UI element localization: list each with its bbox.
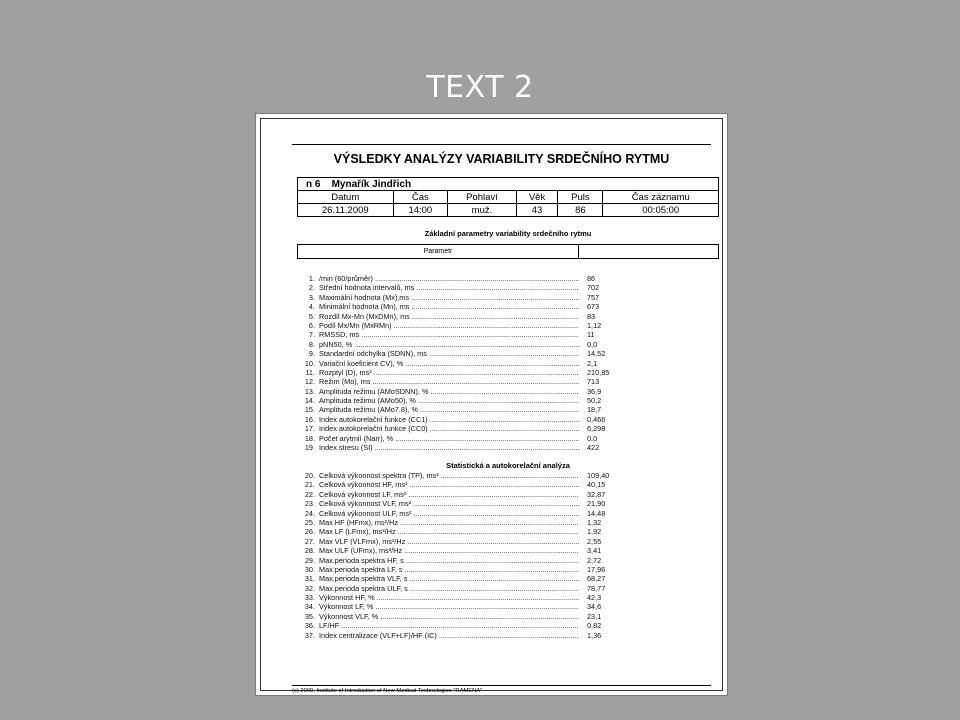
parameter-label: Max.perioda spektra VLF, s ..... (319, 574, 579, 583)
parameter-label: pNN50, % ..... (319, 340, 579, 349)
parameter-value: 1,12 (587, 320, 602, 330)
parameter-value: 83 (587, 311, 596, 321)
copyright-footer: (c) 2009, Institute of Introduction of New Medical Technologies "RAMENA" (292, 688, 483, 694)
parameter-label: Výkonnost LF, % ..... (319, 602, 579, 611)
parameter-value: 36,9 (587, 386, 602, 396)
info-value-row (298, 204, 719, 217)
parameter-value: 1,36 (587, 630, 602, 640)
parameter-label: Celková výkonnost HF, ms² ..... (319, 480, 579, 489)
parameter-number: 22. (304, 489, 315, 499)
info-value: 43 (516, 204, 557, 217)
parameter-value: 42,3 (587, 593, 602, 603)
parameter-value: 2,72 (587, 555, 602, 565)
parameter-number: 21. (304, 480, 315, 490)
slide-title: TEXT 2 (426, 70, 534, 105)
parameter-label: Amplituda režimu (AMo7.8), % ..... (319, 405, 579, 414)
parameter-label: Výkonnost VLF, % ..... (319, 612, 579, 621)
parameter-label: Max HF (HFmx), ms²/Hz ..... (319, 518, 579, 527)
parameter-label: Index stresu (SI) ..... (319, 443, 579, 452)
parameter-label: Standardní odchylka (SDNN), ms ..... (319, 349, 579, 358)
parameter-value: 210,85 (587, 367, 610, 377)
parameter-number: 14. (304, 396, 315, 406)
parameter-label: Maximální hodnota (Mx),ms ..... (319, 293, 579, 302)
parameter-label: Výkonnost HF, % ..... (319, 593, 579, 602)
parameter-number: 24. (304, 508, 315, 518)
parameter-number: 1. (308, 274, 315, 283)
parameter-number: 5. (308, 311, 315, 321)
patient-row (298, 178, 719, 191)
parameter-label: Celková výkonnost spektra (TP), ms² ..... (319, 471, 579, 480)
info-header: Pohlaví (448, 191, 517, 204)
parameter-value: 702 (587, 283, 600, 293)
parameter-label: Podíl Mx/Mn (MxRMn) ..... (319, 321, 579, 330)
parameter-value: 21,90 (587, 499, 606, 509)
parameter-number: 29. (304, 555, 315, 565)
parameter-label: Max VLF (VLFmx), ms²/Hz ..... (319, 537, 579, 546)
info-value: 86 (558, 204, 603, 217)
parameter-value: 1,92 (587, 527, 602, 537)
parameter-label: Rozdíl Mx-Mn (MxDMn), ms ..... (319, 312, 579, 321)
parameter-number: 12. (304, 377, 315, 387)
parameter-value: 2,55 (587, 536, 602, 546)
info-header: Datum (298, 191, 394, 204)
parameter-value: 3,41 (587, 546, 602, 556)
parameter-number: 27. (304, 536, 315, 546)
info-header: Čas (393, 191, 448, 204)
parameter-number: 35. (304, 611, 315, 621)
parameter-number: 7. (308, 330, 315, 340)
info-header: Věk (516, 191, 557, 204)
parameter-value: 34,6 (587, 602, 602, 612)
parameter-number: 16. (304, 414, 315, 424)
parameter-number: 9. (308, 349, 315, 359)
parameter-number: 36. (304, 621, 315, 631)
info-value: 26.11.2009 (298, 204, 394, 217)
parameter-number: 10. (304, 358, 315, 368)
parameter-value: 50,2 (587, 396, 602, 406)
bottom-rule (292, 685, 711, 686)
parameter-number: 23. (304, 499, 315, 509)
parameter-value: 673 (587, 302, 600, 312)
report-frame (260, 118, 723, 694)
parameter-number: 8. (308, 339, 315, 349)
parameter-value: 422 (587, 443, 600, 453)
top-rule (292, 144, 711, 145)
parameter-header-box (297, 244, 719, 259)
parameter-number: 4. (308, 302, 315, 312)
parameter-value: 2,1 (587, 358, 598, 368)
parameter-value: 713 (587, 377, 600, 387)
parameter-value: 14,52 (587, 349, 606, 359)
info-value: 00:05:00 (603, 204, 719, 217)
parameter-value: 1,32 (587, 517, 602, 527)
parameter-label: Počet arytmií (Narr), % ..... (319, 434, 579, 443)
parameter-number: 33. (304, 593, 315, 603)
parameter-label: Celková výkonnost VLF, ms² ..... (319, 499, 579, 508)
parameter-number: 32. (304, 583, 315, 593)
parameter-number: 6. (308, 320, 315, 330)
parameter-value: 6,298 (587, 424, 606, 434)
parameter-number: 26. (304, 527, 315, 537)
parameter-number: 3. (308, 292, 315, 302)
parameter-value: 23,1 (587, 611, 602, 621)
patient-id: n 6 (306, 178, 321, 190)
report-title: VÝSLEDKY ANALÝZY VARIABILITY SRDEČNÍHO RYTMU (333, 152, 670, 166)
parameter-label: Index centralizace (VLF+LF)/HF (IC) ..... (319, 631, 579, 640)
parameter-value: 757 (587, 292, 600, 302)
parameter-value: 18,7 (587, 405, 602, 415)
patient-info-table (297, 177, 719, 217)
parameter-value: 11 (587, 330, 595, 340)
parameter-label: Celková výkonnost LF, ms² ..... (319, 490, 579, 499)
parameter-number: 28. (304, 546, 315, 556)
parameter-value: 40,15 (587, 480, 606, 490)
parameter-number: 19. (304, 443, 315, 453)
parameter-label: Max LF (LFmx), ms²/Hz ..... (319, 527, 579, 536)
parameter-header: Parametr (298, 245, 579, 258)
parameter-label: /min (60/průměr) ..... (319, 274, 579, 283)
parameter-label: Režim (Mo), ms ..... (319, 377, 579, 386)
parameter-number: 15. (304, 405, 315, 415)
parameter-label: RMSSD, ms ..... (319, 330, 579, 339)
info-header-row (298, 191, 719, 204)
parameter-label: Amplituda režimu (AMo50), % ..... (319, 396, 579, 405)
parameter-label: Minimální hodnota (Mn), ms ..... (319, 302, 579, 311)
info-value: 14:00 (393, 204, 448, 217)
parameter-number: 37. (304, 630, 315, 640)
parameter-number: 17. (304, 424, 315, 434)
parameter-value: 0,0 (587, 433, 598, 443)
parameter-label: Index autokorelační funkce (CC1) ..... (319, 415, 579, 424)
parameter-label: Max.perioda spektra ULF, s ..... (319, 584, 579, 593)
parameter-value: 32,87 (587, 489, 606, 499)
parameter-number: 31. (304, 574, 315, 584)
parameter-label: Střední hodnota intervalů, ms ..... (319, 283, 579, 292)
parameter-number: 34. (304, 602, 315, 612)
parameter-value: 109,40 (587, 471, 610, 480)
parameter-number: 2. (308, 283, 315, 293)
parameter-value: 86 (587, 274, 596, 283)
parameter-number: 13. (304, 386, 315, 396)
parameter-label: Max.perioda spektra LF, s ..... (319, 565, 579, 574)
parameter-label: Amplituda režimu (AMoSDNN), % ..... (319, 387, 579, 396)
info-header: Čas záznamu (603, 191, 719, 204)
parameter-label: LF/HF ..... (319, 621, 579, 630)
info-value: muž. (448, 204, 517, 217)
parameter-value: 0,466 (587, 414, 606, 424)
section-heading-basic: Základní parametry variability srdečního rytmu (424, 229, 592, 238)
parameter-value: 17,96 (587, 564, 606, 574)
parameter-label: Rozptyl (D), ms² ..... (319, 368, 579, 377)
parameter-value: 14,48 (587, 508, 606, 518)
scanned-report (255, 113, 728, 696)
parameter-value: 78,77 (587, 583, 606, 593)
parameter-label: Variační koeficient CV), % ..... (319, 359, 579, 368)
parameter-number: 18. (304, 433, 315, 443)
parameter-label: Max.perioda spektra HF, s ..... (319, 556, 579, 565)
parameter-number: 25. (304, 517, 315, 527)
parameter-value: 0,82 (587, 621, 602, 631)
parameter-label: Max ULF (UFmx), ms²/Hz ..... (319, 546, 579, 555)
section-heading-spectral: Statistická a autokorelační analýza (446, 461, 570, 470)
parameter-number: 20. (304, 471, 315, 480)
parameter-label: Celková výkonnost ULF, ms² ..... (319, 509, 579, 518)
parameter-value: 0,0 (587, 339, 598, 349)
parameter-label: Index autokorelační funkce (CC0) ..... (319, 424, 579, 433)
patient-name: Mynařík Jindřich (331, 178, 412, 190)
info-header: Puls (558, 191, 603, 204)
parameter-number: 11. (305, 367, 315, 377)
parameter-value: 68,27 (587, 574, 606, 584)
parameter-number: 30. (304, 564, 315, 574)
